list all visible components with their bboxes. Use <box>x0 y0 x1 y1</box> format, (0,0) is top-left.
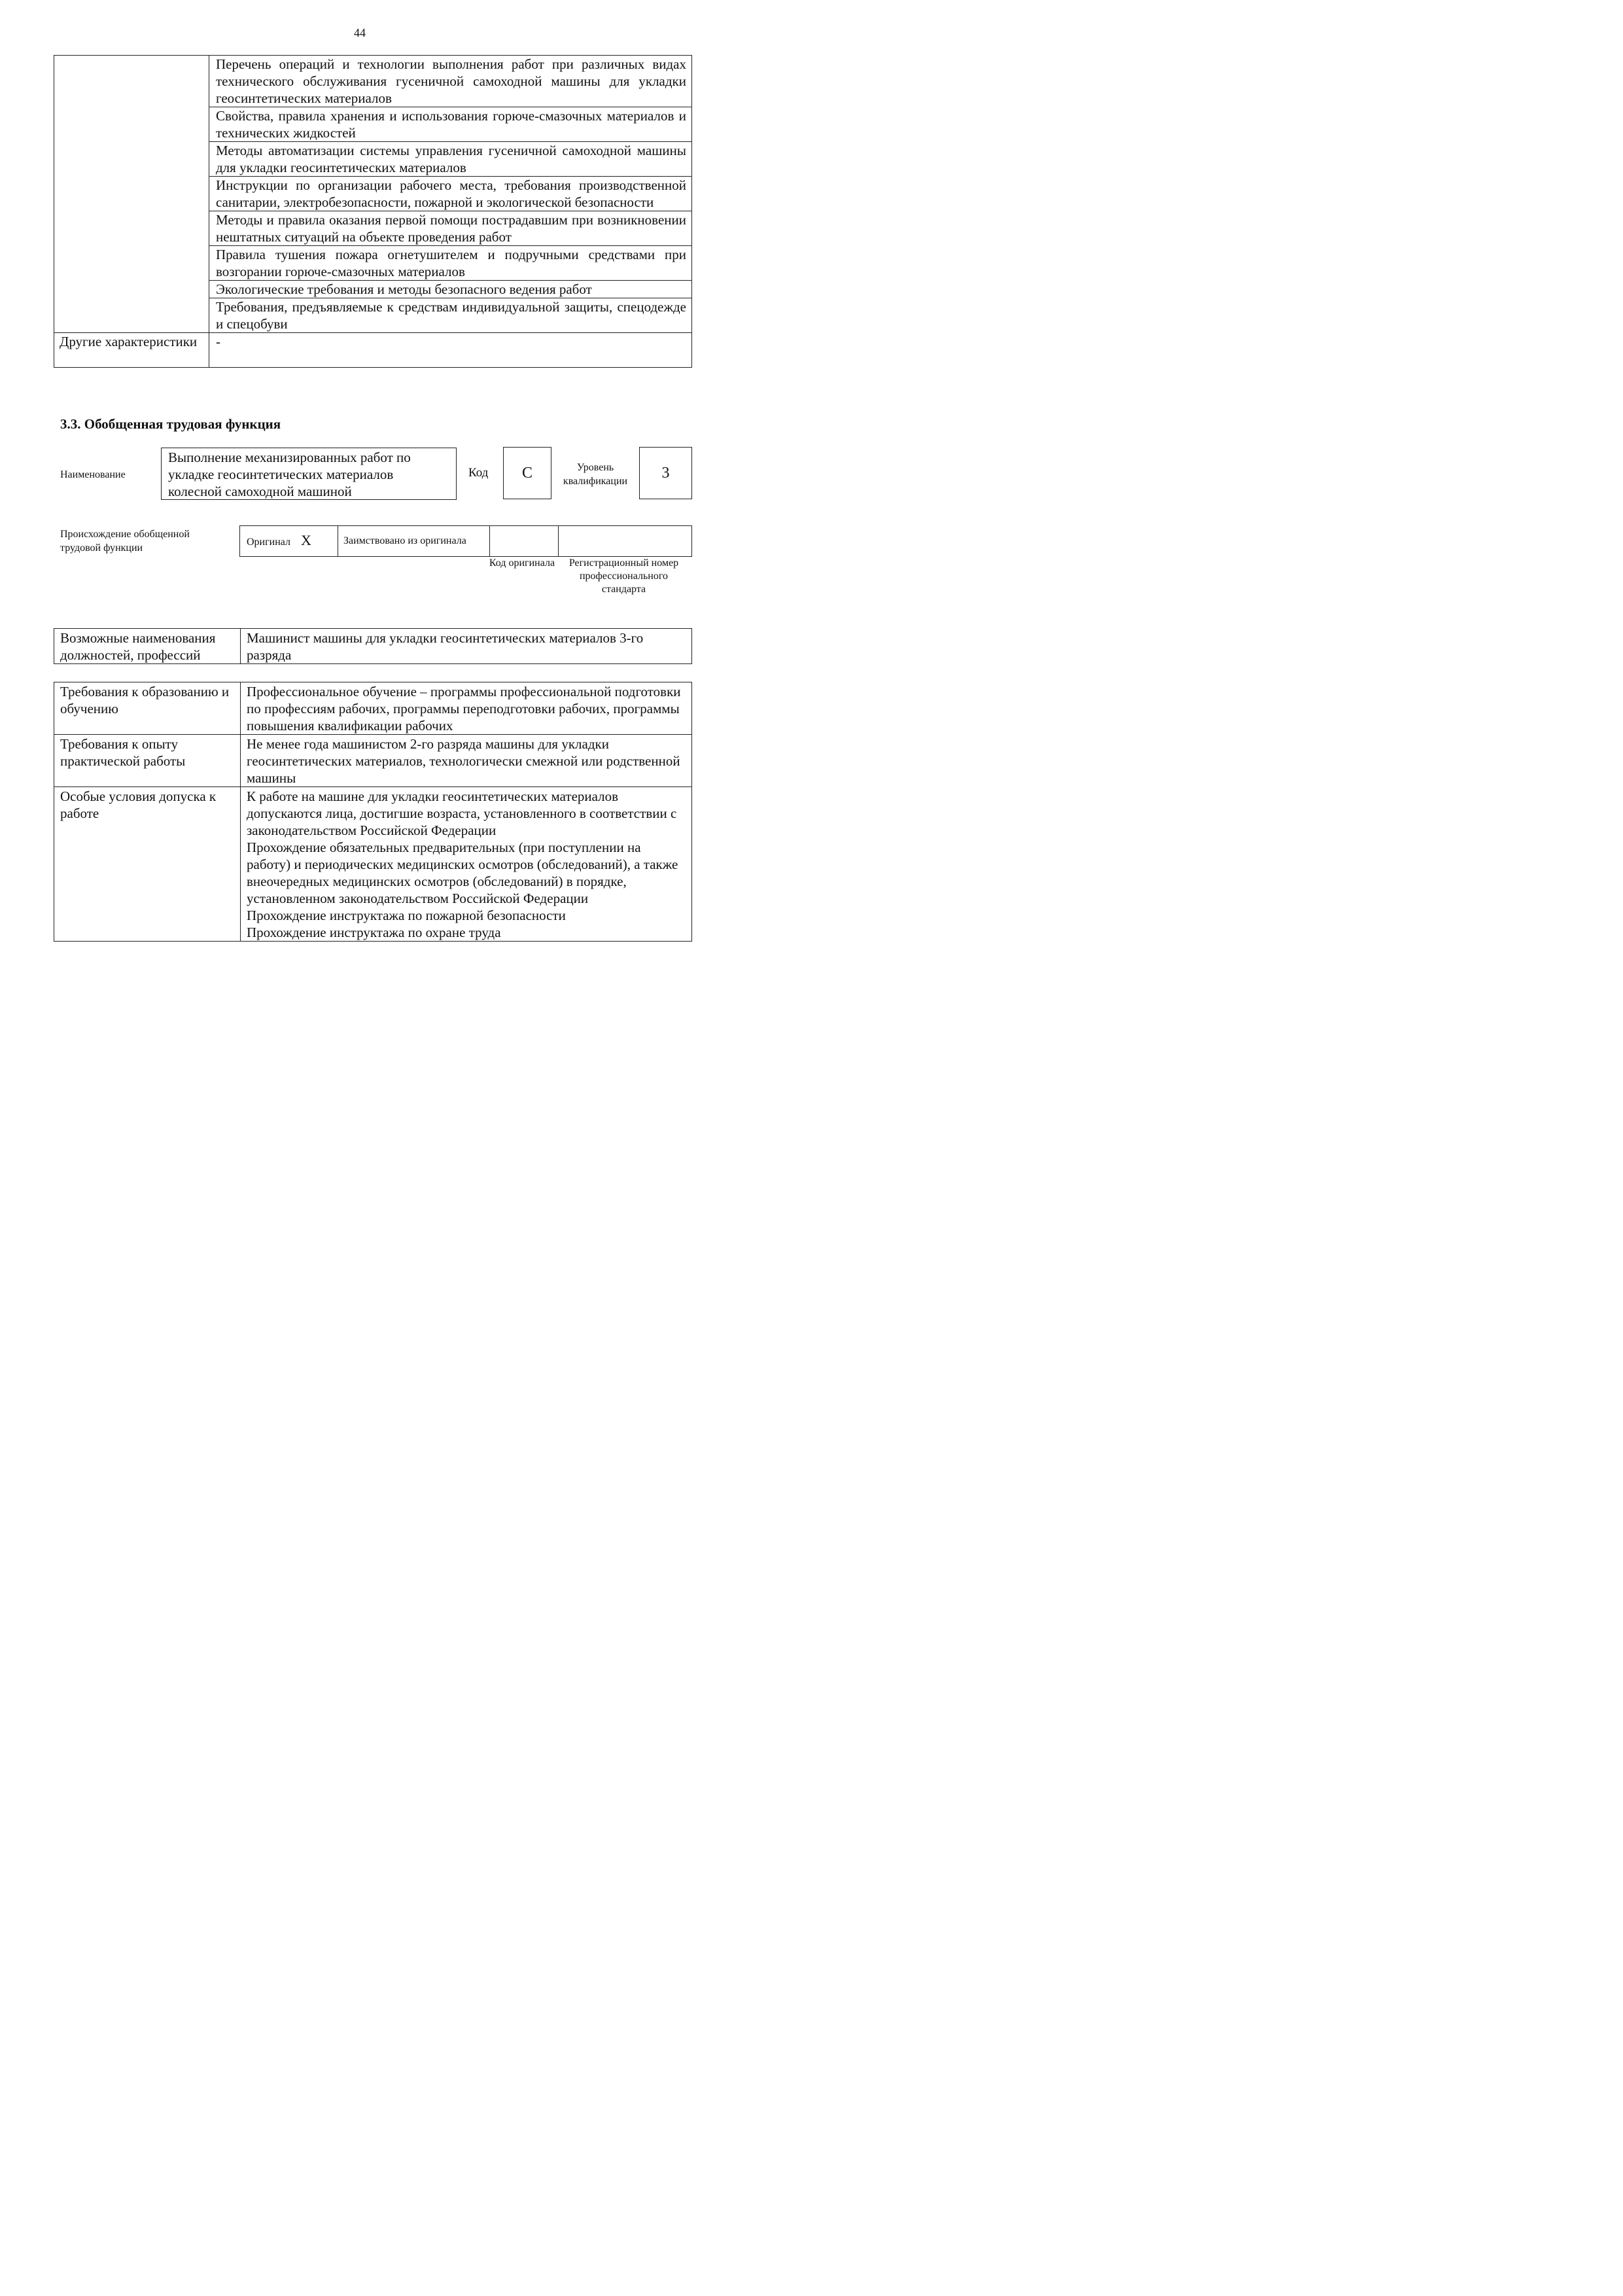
function-name-box: Выполнение механизированных работ по укладке геосинтетических материалов колесной самоходной машиной <box>161 448 457 500</box>
table-row <box>54 56 692 107</box>
knowledge-label-cell <box>54 56 209 333</box>
table-row <box>240 526 692 557</box>
section-title: 3.3. Обобщенная трудовая функция <box>60 416 281 432</box>
admission-condition-line: Прохождение инструктажа по охране труда <box>247 925 501 940</box>
table-row <box>54 735 692 787</box>
knowledge-item: Инструкции по организации рабочего места, требования производственной санитарии, электробезопасности, пожарной и экологической безопасности <box>209 177 692 211</box>
education-requirements-label: Требования к образованию и обучению <box>54 682 241 735</box>
qualification-level-label: Уровень квалификации <box>563 462 628 487</box>
knowledge-item: Требования, предъявляемые к средствам индивидуальной защиты, спецодежде и спецобуви <box>209 298 692 333</box>
registration-number-caption: Регистрационный номер профессионального стандарта <box>568 557 679 595</box>
original-code-caption: Код оригинала <box>489 557 555 569</box>
admission-condition-line: Прохождение обязательных предварительных (при поступлении на работу) и периодических медицинских осмотров (обследований), а также внеочередных медицинских осмотров (обследований) в порядке, установленном законодательством Российской Федерации <box>247 839 678 906</box>
admission-conditions-value <box>241 787 692 942</box>
table-row <box>54 787 692 942</box>
knowledge-item: Методы автоматизации системы управления гусеничной самоходной машины для укладки геосинтетических материалов <box>209 142 692 177</box>
page-number: 44 <box>354 26 366 39</box>
origin-label: Происхождение обобщенной трудовой функции <box>60 529 190 554</box>
positions-value: Машинист машины для укладки геосинтетических материалов 3-го разряда <box>241 629 692 664</box>
experience-requirements-value: Не менее года машинистом 2-го разряда машины для укладки геосинтетических материалов, технологически смежной или родственной машины <box>241 735 692 787</box>
knowledge-item: Экологические требования и методы безопасного ведения работ <box>209 281 692 298</box>
origin-table <box>239 525 692 557</box>
name-label: Наименование <box>60 469 126 480</box>
education-requirements-value: Профессиональное обучение – программы профессиональной подготовки по профессиям рабочих, программы переподготовки рабочих, программы повышения квалификации рабочих <box>241 682 692 735</box>
experience-requirements-label: Требования к опыту практической работы <box>54 735 241 787</box>
original-mark: X <box>301 531 311 548</box>
positions-table <box>54 628 692 664</box>
other-characteristics-label: Другие характеристики <box>54 333 209 368</box>
borrowed-label: Заимствовано из оригинала <box>338 526 490 557</box>
knowledge-item: Правила тушения пожара огнетушителем и подручными средствами при возгорании горюче-смазочных материалов <box>209 246 692 281</box>
knowledge-item: Методы и правила оказания первой помощи пострадавшим при возникновении нештатных ситуаций на объекте проведения работ <box>209 211 692 246</box>
qualification-level-box: 3 <box>639 447 692 499</box>
original-code-cell <box>490 526 559 557</box>
table-row <box>54 629 692 664</box>
code-label: Код <box>468 466 489 480</box>
admission-condition-line: Прохождение инструктажа по пожарной безопасности <box>247 908 566 923</box>
code-value-box: C <box>503 447 551 499</box>
admission-conditions-label: Особые условия допуска к работе <box>54 787 241 942</box>
knowledge-table <box>54 55 692 368</box>
original-label: Оригинал <box>247 536 291 548</box>
positions-label: Возможные наименования должностей, профессий <box>54 629 241 664</box>
registration-number-cell <box>559 526 692 557</box>
table-row <box>54 682 692 735</box>
knowledge-item: Свойства, правила хранения и использования горюче-смазочных материалов и технических жидкостей <box>209 107 692 142</box>
table-row <box>54 333 692 368</box>
requirements-table <box>54 682 692 942</box>
other-characteristics-value: - <box>209 333 692 368</box>
admission-condition-line: К работе на машине для укладки геосинтетических материалов допускаются лица, достигшие возраста, установленного в соответствии с законодательством Российской Федерации <box>247 788 677 838</box>
original-cell <box>240 526 338 557</box>
knowledge-item: Перечень операций и технологии выполнения работ при различных видах технического обслуживания гусеничной самоходной машины для укладки геосинтетических материалов <box>209 56 692 107</box>
